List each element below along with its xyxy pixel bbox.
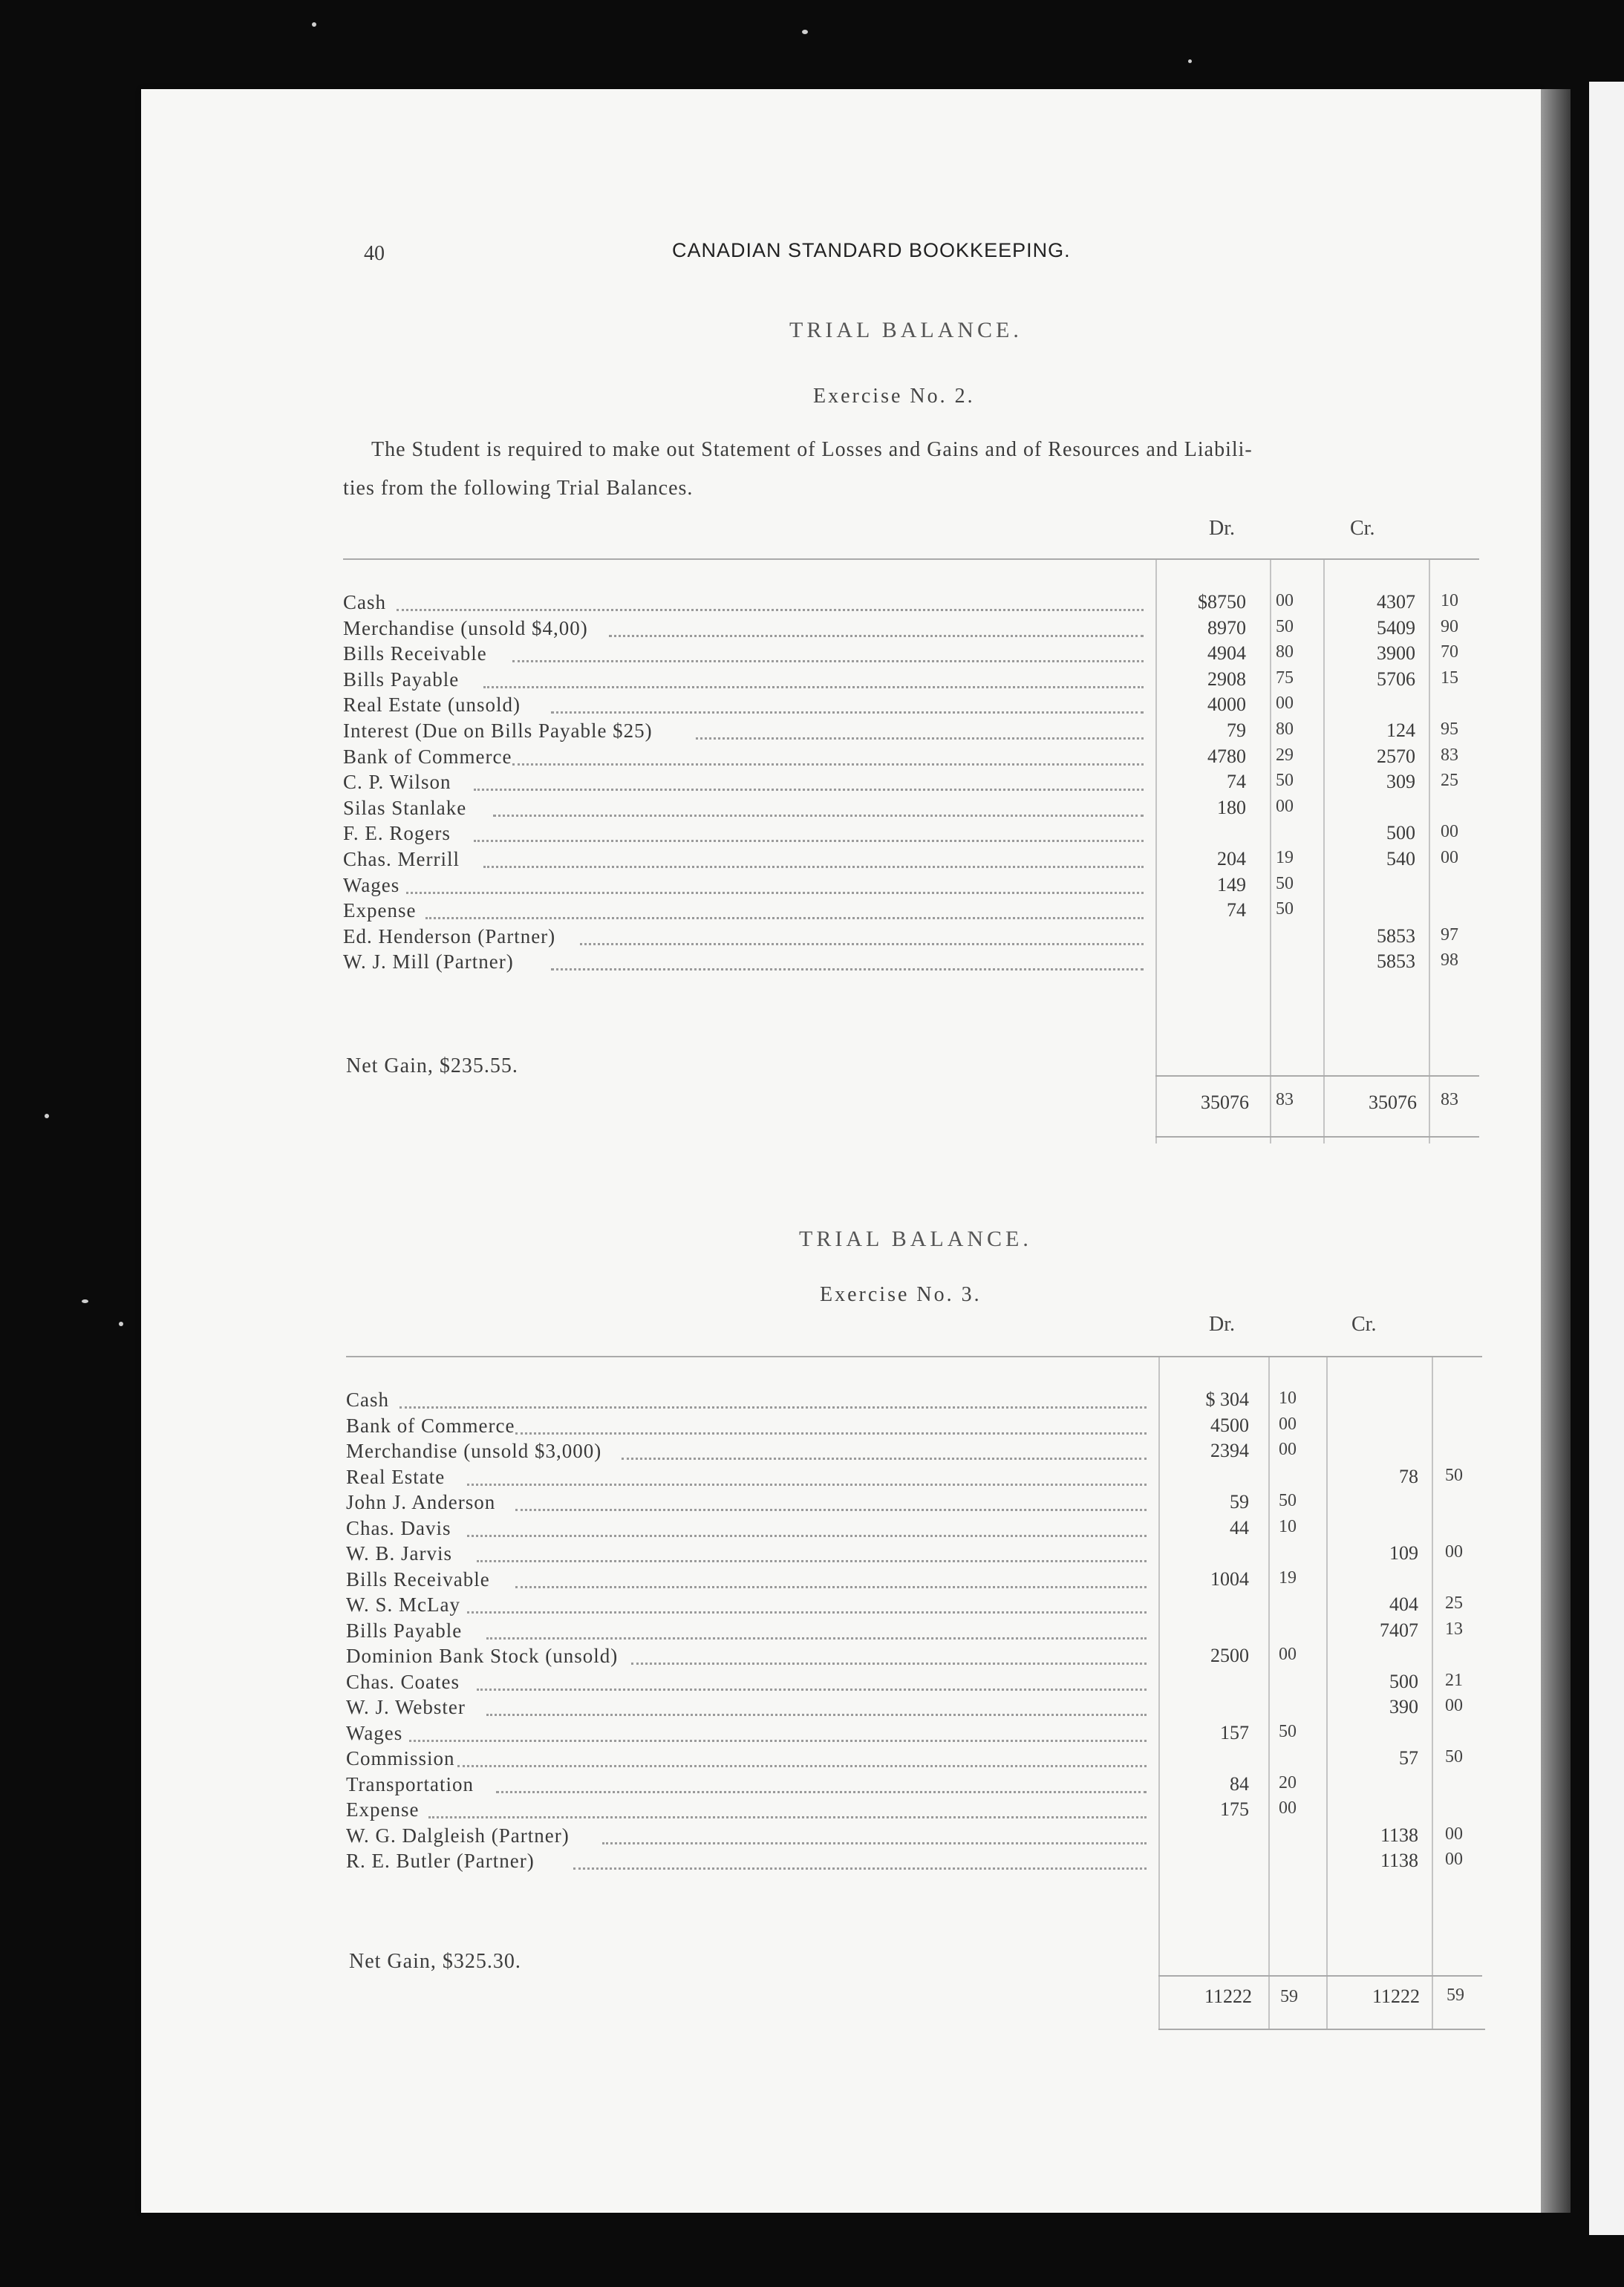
account-name: C. P. Wilson — [343, 771, 451, 794]
tb1-col-rule — [1323, 560, 1325, 1144]
debit-amount: 44 — [1230, 1516, 1249, 1539]
credit-cents: 70 — [1441, 642, 1458, 662]
debit-amount: 4780 — [1207, 745, 1246, 767]
credit-cents: 15 — [1441, 668, 1458, 688]
credit-amount: 540 — [1386, 848, 1415, 870]
debit-cents: 00 — [1276, 694, 1294, 714]
account-name: John J. Anderson — [346, 1491, 496, 1513]
tb2-col-rule — [1432, 1357, 1433, 2030]
tb1-col-rule — [1270, 560, 1271, 1144]
account-name: Chas. Merrill — [343, 848, 460, 870]
dot-leader — [467, 1611, 1147, 1614]
credit-amount: 390 — [1389, 1696, 1418, 1717]
account-name: Interest (Due on Bills Payable $25) — [343, 720, 653, 742]
debit-amount: 4904 — [1207, 642, 1246, 665]
dot-leader — [609, 635, 1144, 637]
dot-leader — [409, 1740, 1147, 1742]
dot-leader — [477, 1689, 1147, 1691]
dot-leader — [483, 686, 1144, 688]
debit-amount: 204 — [1217, 848, 1246, 870]
credit-amount: 1138 — [1380, 1850, 1418, 1871]
dot-leader — [428, 1816, 1147, 1818]
credit-amount: 124 — [1386, 720, 1415, 741]
dot-leader — [580, 943, 1144, 945]
credit-cents: 00 — [1441, 848, 1458, 867]
credit-amount: 309 — [1386, 771, 1415, 793]
scan-speck — [45, 1114, 49, 1118]
debit-cents: 19 — [1279, 1567, 1297, 1588]
account-name: Real Estate (unsold) — [343, 694, 521, 717]
account-name: Expense — [343, 899, 417, 922]
tb2-col-rule — [1268, 1357, 1270, 2030]
credit-cents: 13 — [1445, 1619, 1463, 1639]
debit-cents: 10 — [1279, 1516, 1297, 1536]
dot-leader — [573, 1867, 1147, 1870]
tb2-dr-heading: Dr. — [1209, 1313, 1235, 1336]
debit-cents: 00 — [1276, 796, 1294, 816]
tb2-total-cr-cents: 59 — [1447, 1986, 1464, 2005]
account-name: Cash — [343, 591, 386, 613]
account-name: Chas. Davis — [346, 1516, 451, 1539]
account-name: Cash — [346, 1389, 389, 1411]
credit-cents: 00 — [1441, 822, 1458, 842]
tb2-bottom-rule — [1158, 2029, 1485, 2030]
debit-amount: 180 — [1217, 796, 1246, 818]
account-name: Bank of Commerce — [346, 1414, 515, 1437]
account-name: Bills Payable — [346, 1619, 463, 1642]
dot-leader — [602, 1842, 1147, 1844]
credit-cents: 25 — [1445, 1593, 1463, 1613]
dot-leader — [515, 1586, 1147, 1588]
credit-amount: 500 — [1389, 1670, 1418, 1692]
debit-cents: 00 — [1279, 1440, 1297, 1459]
credit-amount: 5853 — [1377, 924, 1415, 947]
debit-cents: 00 — [1276, 591, 1294, 610]
tb1-bottom-rule — [1155, 1136, 1479, 1138]
credit-cents: 00 — [1445, 1850, 1463, 1869]
account-name: W. J. Mill (Partner) — [343, 950, 514, 973]
credit-amount: 2570 — [1377, 745, 1415, 767]
dot-leader — [425, 917, 1144, 919]
tb1-title: TRIAL BALANCE. — [789, 318, 1023, 342]
dot-leader — [493, 815, 1144, 817]
account-name: Wages — [346, 1721, 403, 1744]
credit-cents: 10 — [1441, 591, 1458, 610]
debit-cents: 00 — [1279, 1645, 1297, 1664]
tb1-net-gain: Net Gain, $235.55. — [346, 1054, 518, 1077]
credit-amount: 5706 — [1377, 668, 1415, 690]
account-name: W. J. Webster — [346, 1696, 466, 1718]
account-name: Wages — [343, 873, 400, 896]
debit-cents: 75 — [1276, 668, 1294, 688]
dot-leader — [515, 1432, 1147, 1435]
dot-leader — [512, 660, 1144, 662]
running-title: CANADIAN STANDARD BOOKKEEPING. — [672, 239, 1071, 261]
account-name: W. S. McLay — [346, 1593, 460, 1616]
debit-cents: 50 — [1276, 899, 1294, 919]
tb2-total-cr: 11222 — [1372, 1986, 1420, 2007]
account-name: Silas Stanlake — [343, 796, 467, 819]
account-name: Merchandise (unsold $4,00) — [343, 616, 588, 639]
tb2-col-rule — [1158, 1357, 1160, 2030]
tb1-total-cr-cents: 83 — [1441, 1090, 1458, 1109]
credit-amount: 4307 — [1377, 591, 1415, 613]
account-name: Commission — [346, 1747, 455, 1769]
dot-leader — [474, 840, 1144, 842]
dot-leader — [467, 1484, 1147, 1486]
debit-cents: 50 — [1279, 1721, 1297, 1741]
credit-cents: 00 — [1445, 1824, 1463, 1844]
dot-leader — [631, 1663, 1147, 1665]
account-name: Dominion Bank Stock (unsold) — [346, 1645, 619, 1667]
credit-amount: 57 — [1399, 1747, 1418, 1769]
credit-amount: 109 — [1389, 1542, 1418, 1564]
credit-amount: 1138 — [1380, 1824, 1418, 1846]
debit-amount: 4500 — [1210, 1414, 1249, 1436]
credit-cents: 21 — [1445, 1670, 1463, 1690]
debit-cents: 50 — [1276, 616, 1294, 636]
credit-amount: 3900 — [1377, 642, 1415, 665]
tb1-intro-line2: ties from the following Trial Balances. — [343, 477, 694, 500]
account-name: Bills Payable — [343, 668, 460, 691]
dot-leader — [622, 1458, 1147, 1460]
dot-leader — [483, 866, 1144, 868]
tb1-cr-heading: Cr. — [1350, 517, 1375, 540]
credit-cents: 00 — [1445, 1696, 1463, 1715]
account-name: W. B. Jarvis — [346, 1542, 453, 1565]
debit-amount: 59 — [1230, 1491, 1249, 1513]
credit-amount: 7407 — [1380, 1619, 1418, 1641]
tb1-dr-heading: Dr. — [1209, 517, 1235, 540]
credit-cents: 95 — [1441, 720, 1458, 739]
credit-amount: 500 — [1386, 822, 1415, 844]
tb2-total-dr-cents: 59 — [1280, 1987, 1298, 2006]
credit-amount: 5853 — [1377, 950, 1415, 973]
account-name: Transportation — [346, 1772, 475, 1795]
tb1-col-rule — [1155, 560, 1157, 1144]
debit-cents: 80 — [1276, 642, 1294, 662]
tb2-net-gain: Net Gain, $325.30. — [349, 1950, 521, 1973]
debit-amount: 2394 — [1210, 1440, 1249, 1461]
account-name: Bank of Commerce — [343, 745, 512, 768]
tb1-total-cr: 35076 — [1369, 1092, 1417, 1113]
debit-cents: 19 — [1276, 848, 1294, 867]
adjacent-page-edge — [1589, 82, 1624, 2235]
dot-leader — [515, 1509, 1147, 1511]
account-name: F. E. Rogers — [343, 822, 451, 845]
tb2-total-dr: 11222 — [1204, 1986, 1252, 2007]
debit-cents: 00 — [1279, 1798, 1297, 1818]
dot-leader — [486, 1637, 1147, 1640]
credit-cents: 83 — [1441, 745, 1458, 765]
dot-leader — [474, 789, 1144, 791]
tb2-cr-heading: Cr. — [1351, 1313, 1377, 1336]
tb1-total-dr: 35076 — [1201, 1092, 1249, 1113]
account-name: Bills Receivable — [343, 642, 487, 665]
account-name: R. E. Butler (Partner) — [346, 1850, 535, 1872]
tb1-total-dr-cents: 83 — [1276, 1090, 1294, 1109]
debit-amount: 157 — [1220, 1721, 1249, 1743]
debit-amount: 2500 — [1210, 1645, 1249, 1666]
tb2-top-rule — [346, 1356, 1482, 1357]
debit-cents: 29 — [1276, 745, 1294, 765]
account-name: Merchandise (unsold $3,000) — [346, 1440, 602, 1462]
tb1-top-rule — [343, 558, 1479, 560]
credit-cents: 50 — [1445, 1465, 1463, 1485]
dot-leader — [397, 609, 1144, 611]
scan-speck — [312, 22, 316, 27]
page-right-shadow — [1541, 89, 1571, 2213]
tb2-col-rule — [1326, 1357, 1328, 2030]
tb2-exercise: Exercise No. 3. — [820, 1283, 982, 1306]
dot-leader — [496, 1791, 1147, 1793]
scan-speck — [82, 1299, 88, 1303]
tb1-col-rule — [1429, 560, 1430, 1144]
debit-cents: 50 — [1276, 771, 1294, 791]
scan-speck — [119, 1322, 123, 1326]
dot-leader — [551, 711, 1144, 714]
credit-amount: 5409 — [1377, 616, 1415, 639]
debit-cents: 50 — [1279, 1491, 1297, 1510]
debit-amount: 8970 — [1207, 616, 1246, 639]
debit-cents: 20 — [1279, 1772, 1297, 1792]
credit-cents: 90 — [1441, 616, 1458, 636]
credit-cents: 50 — [1445, 1747, 1463, 1766]
account-name: W. G. Dalgleish (Partner) — [346, 1824, 570, 1847]
debit-cents: 80 — [1276, 720, 1294, 739]
dot-leader — [400, 1406, 1147, 1409]
debit-amount: 84 — [1230, 1772, 1249, 1795]
dot-leader — [512, 763, 1144, 766]
tb2-total-rule — [1158, 1975, 1482, 1977]
scan-speck — [1188, 59, 1192, 63]
debit-amount: 175 — [1220, 1798, 1249, 1820]
debit-amount: 4000 — [1207, 694, 1246, 716]
dot-leader — [406, 892, 1144, 894]
debit-amount: 149 — [1217, 873, 1246, 895]
debit-amount: 2908 — [1207, 668, 1246, 690]
account-name: Chas. Coates — [346, 1670, 460, 1693]
dot-leader — [551, 968, 1144, 970]
debit-amount: 79 — [1227, 720, 1246, 741]
account-name: Expense — [346, 1798, 420, 1821]
account-name: Bills Receivable — [346, 1567, 490, 1591]
debit-amount: 1004 — [1210, 1567, 1249, 1590]
page-number: 40 — [364, 242, 385, 265]
dot-leader — [486, 1714, 1147, 1716]
account-name: Real Estate — [346, 1465, 446, 1488]
dot-leader — [477, 1560, 1147, 1562]
credit-amount: 78 — [1399, 1465, 1418, 1487]
scan-speck — [802, 30, 808, 34]
dot-leader — [696, 737, 1144, 740]
debit-amount: $8750 — [1198, 591, 1246, 613]
debit-cents: 10 — [1279, 1389, 1297, 1408]
debit-cents: 00 — [1279, 1414, 1297, 1434]
credit-cents: 97 — [1441, 924, 1458, 945]
debit-amount: 74 — [1227, 899, 1246, 921]
tb2-title: TRIAL BALANCE. — [799, 1227, 1032, 1251]
tb1-total-rule — [1155, 1075, 1479, 1077]
debit-amount: 74 — [1227, 771, 1246, 793]
tb1-intro-line1: The Student is required to make out Statement of Losses and Gains and of Resources and Liabili- — [371, 438, 1253, 461]
credit-cents: 25 — [1441, 771, 1458, 791]
dot-leader — [467, 1535, 1147, 1537]
tb1-exercise: Exercise No. 2. — [813, 385, 975, 408]
account-name: Ed. Henderson (Partner) — [343, 924, 556, 947]
debit-cents: 50 — [1276, 873, 1294, 893]
debit-amount: $ 304 — [1205, 1389, 1249, 1410]
credit-amount: 404 — [1389, 1593, 1418, 1615]
credit-cents: 00 — [1445, 1542, 1463, 1562]
dot-leader — [457, 1765, 1147, 1767]
credit-cents: 98 — [1441, 950, 1458, 970]
